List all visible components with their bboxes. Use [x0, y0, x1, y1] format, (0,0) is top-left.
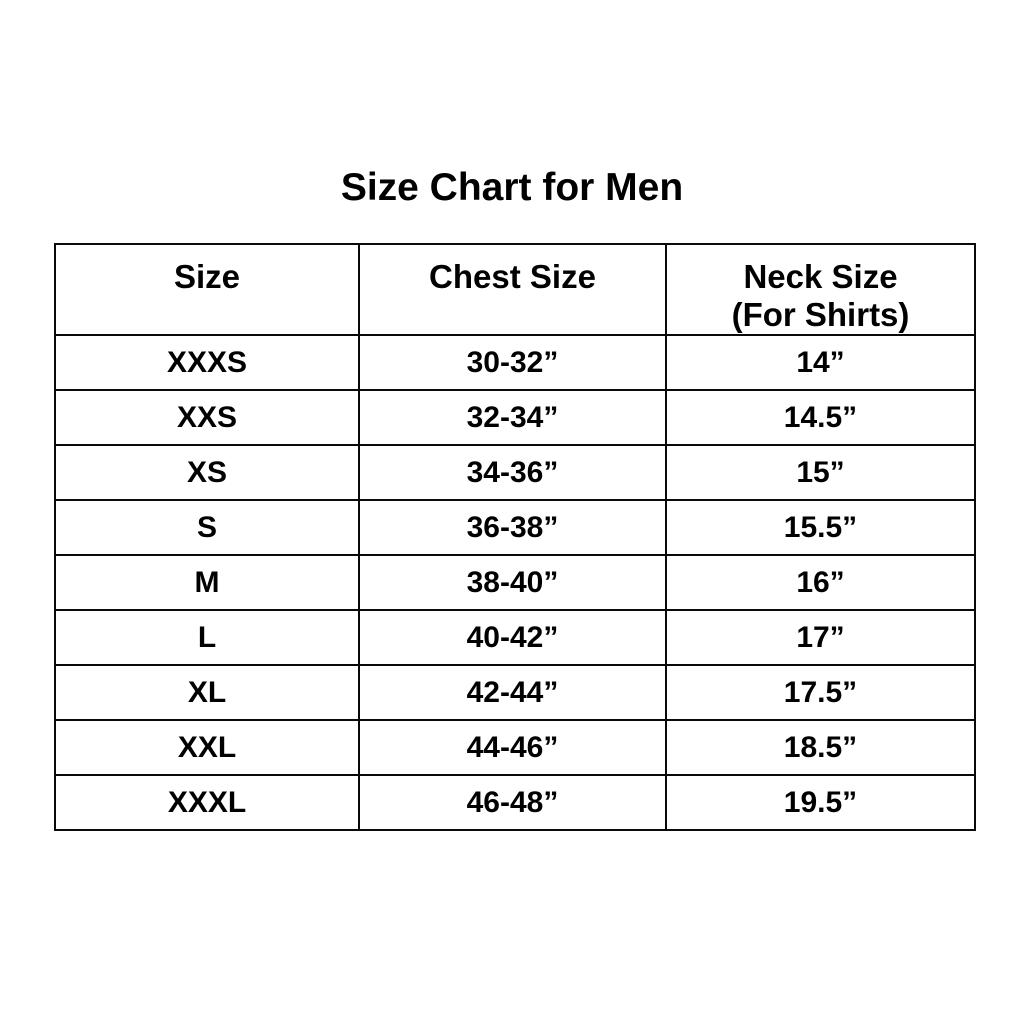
chest-size-cell: 46-48” — [359, 775, 666, 830]
column-header-neck-size-sublabel: (For Shirts) — [731, 296, 910, 333]
neck-size-cell: 18.5” — [666, 720, 975, 775]
size-cell: XL — [55, 665, 359, 720]
table-row — [55, 665, 975, 720]
neck-size-cell: 14.5” — [666, 390, 975, 445]
column-header-neck-size — [666, 244, 975, 335]
chest-size-cell: 38-40” — [359, 555, 666, 610]
size-cell: XXL — [55, 720, 359, 775]
page-title: Size Chart for Men — [340, 166, 684, 209]
chest-size-cell: 40-42” — [359, 610, 666, 665]
size-cell: XXXL — [55, 775, 359, 830]
size-chart-table — [54, 243, 976, 831]
chest-size-cell: 42-44” — [359, 665, 666, 720]
table-row — [55, 555, 975, 610]
neck-size-cell: 19.5” — [666, 775, 975, 830]
size-cell: XXS — [55, 390, 359, 445]
size-cell: XXXS — [55, 335, 359, 390]
table-row — [55, 775, 975, 830]
table-row — [55, 445, 975, 500]
table-row — [55, 500, 975, 555]
chest-size-cell: 44-46” — [359, 720, 666, 775]
neck-size-cell: 14” — [666, 335, 975, 390]
table-row — [55, 390, 975, 445]
header-row — [55, 244, 975, 335]
column-header-neck-size-label: Neck Size — [743, 258, 898, 295]
chest-size-cell: 32-34” — [359, 390, 666, 445]
neck-size-cell: 15” — [666, 445, 975, 500]
size-cell: M — [55, 555, 359, 610]
neck-size-cell: 16” — [666, 555, 975, 610]
column-header-chest-size — [359, 244, 666, 335]
chest-size-cell: 34-36” — [359, 445, 666, 500]
chest-size-cell: 36-38” — [359, 500, 666, 555]
neck-size-cell: 15.5” — [666, 500, 975, 555]
chest-size-cell: 30-32” — [359, 335, 666, 390]
column-header-size-label: Size — [173, 258, 241, 295]
column-header-size — [55, 244, 359, 335]
size-cell: L — [55, 610, 359, 665]
table-row — [55, 335, 975, 390]
neck-size-cell: 17” — [666, 610, 975, 665]
neck-size-cell: 17.5” — [666, 665, 975, 720]
size-cell: XS — [55, 445, 359, 500]
size-cell: S — [55, 500, 359, 555]
column-header-chest-size-label: Chest Size — [429, 258, 596, 295]
table-row — [55, 720, 975, 775]
table-row — [55, 610, 975, 665]
